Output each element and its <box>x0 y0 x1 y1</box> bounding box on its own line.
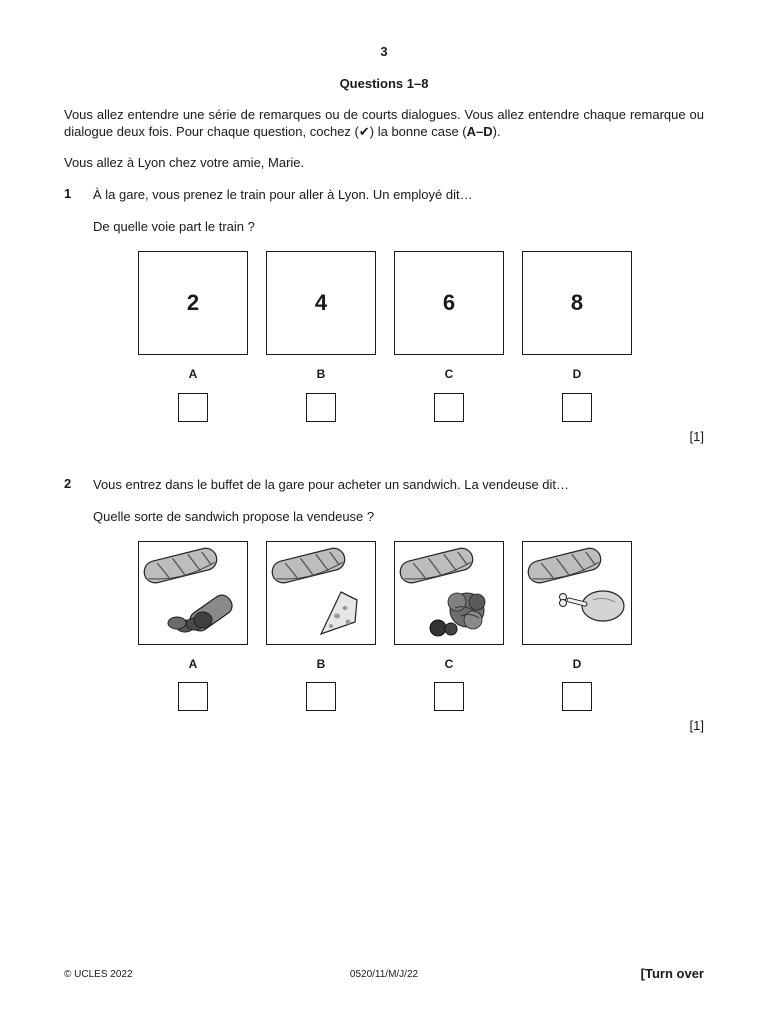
question-2-marks: [1] <box>689 718 704 733</box>
platform-number: 2 <box>186 290 200 315</box>
q2-answer-box-b[interactable] <box>306 682 336 711</box>
option-d-image <box>522 251 632 355</box>
option-a-image <box>138 541 248 645</box>
option-d-label: D <box>572 367 582 381</box>
option-c-label: C <box>444 367 454 381</box>
q1-answer-box-b[interactable] <box>306 393 336 422</box>
platform-number: 8 <box>570 290 584 315</box>
answer-range: A–D <box>466 124 493 139</box>
footer-code: 0520/11/M/J/22 <box>349 969 419 980</box>
question-2-prompt: Vous entrez dans le buffet de la gare pour acheter un sandwich. La vendeuse dit… <box>93 477 570 492</box>
question-1-prompt: À la gare, vous prenez le train pour aller à Lyon. Un employé dit… <box>93 187 473 202</box>
instructions-text: Vous allez entendre une série de remarques ou de courts dialogues. Vous allez entendre chaque remarque ou dialogue deux fois. Pour chaque question, cochez ( <box>64 107 704 139</box>
option-b-label: B <box>316 657 326 671</box>
instructions-text-2: ) la bonne case ( <box>369 124 467 139</box>
instructions <box>64 106 704 140</box>
question-2-number: 2 <box>64 476 72 491</box>
option-b-image <box>266 251 376 355</box>
footer-copyright: © UCLES 2022 <box>64 969 133 980</box>
option-d-label: D <box>572 657 582 671</box>
section-heading: Questions 1–8 <box>339 76 429 91</box>
option-a-image <box>138 251 248 355</box>
option-a-label: A <box>188 657 198 671</box>
q2-answer-box-d[interactable] <box>562 682 592 711</box>
q1-answer-box-c[interactable] <box>434 393 464 422</box>
option-a-label: A <box>188 367 198 381</box>
platform-number: 6 <box>442 290 456 315</box>
q1-answer-box-a[interactable] <box>178 393 208 422</box>
turn-over: [Turn over <box>640 966 704 981</box>
question-1-question: De quelle voie part le train ? <box>93 219 255 234</box>
platform-number: 4 <box>314 290 328 315</box>
question-1-marks: [1] <box>689 429 704 444</box>
option-c-image <box>394 251 504 355</box>
option-c-image <box>394 541 504 645</box>
option-c-label: C <box>444 657 454 671</box>
option-d-image <box>522 541 632 645</box>
q2-answer-box-c[interactable] <box>434 682 464 711</box>
baguette-cheese-icon <box>267 542 375 644</box>
baguette-chicken-icon <box>523 542 631 644</box>
baguette-salad-icon <box>395 542 503 644</box>
scenario-text: Vous allez à Lyon chez votre amie, Marie. <box>64 155 305 170</box>
option-b-image <box>266 541 376 645</box>
baguette-sausage-icon <box>139 542 247 644</box>
q2-answer-box-a[interactable] <box>178 682 208 711</box>
page-number: 3 <box>380 44 388 59</box>
question-1-number: 1 <box>64 186 72 201</box>
q1-answer-box-d[interactable] <box>562 393 592 422</box>
instructions-end: ). <box>492 124 501 139</box>
tick-icon: ✔ <box>358 124 370 139</box>
question-2-question: Quelle sorte de sandwich propose la vendeuse ? <box>93 509 375 524</box>
option-b-label: B <box>316 367 326 381</box>
